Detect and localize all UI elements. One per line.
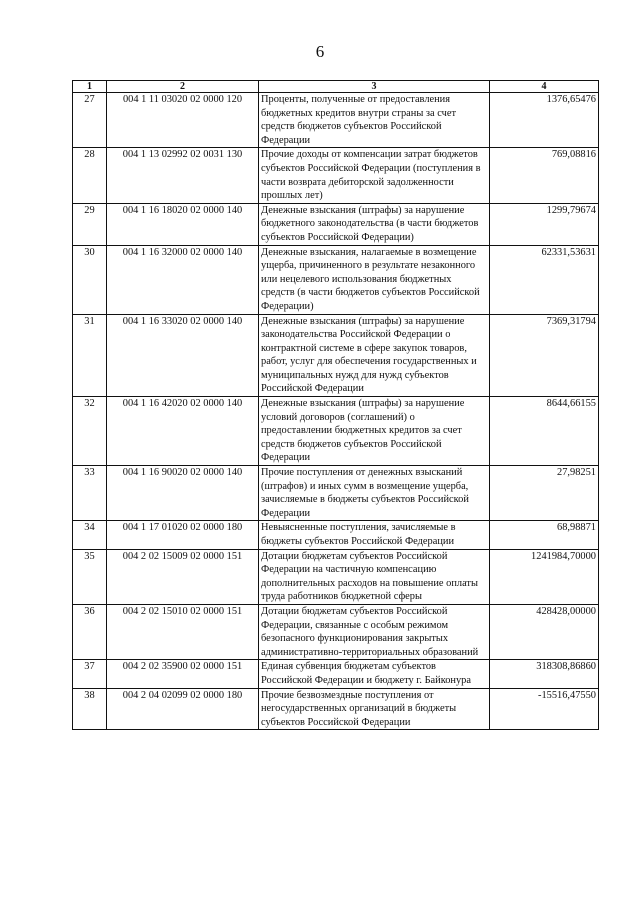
row-number: 37: [73, 660, 107, 688]
budget-code: 004 2 02 15010 02 0000 151: [107, 604, 259, 659]
row-number: 28: [73, 148, 107, 203]
amount: 8644,66155: [490, 397, 599, 466]
budget-code: 004 2 02 15009 02 0000 151: [107, 549, 259, 604]
table-header-row: [73, 81, 599, 93]
budget-code: 004 1 11 03020 02 0000 120: [107, 93, 259, 148]
amount: 62331,53631: [490, 245, 599, 314]
amount: 769,08816: [490, 148, 599, 203]
table-row: [73, 521, 599, 549]
header-col-4: 4: [490, 81, 599, 93]
revenue-description: Дотации бюджетам субъектов Российской Федерации на частичную компенсацию дополнительных расходов на повышение оплаты труда работников бюджетной сферы: [259, 549, 490, 604]
row-number: 38: [73, 688, 107, 730]
revenue-description: Проценты, полученные от предоставления бюджетных кредитов внутри страны за счет средств бюджетов субъектов Российской Федерации: [259, 93, 490, 148]
table-row: [73, 549, 599, 604]
revenue-description: Прочие поступления от денежных взысканий (штрафов) и иных сумм в возмещение ущерба, зачисляемые в бюджеты субъектов Российской Федерации: [259, 466, 490, 521]
amount: 428428,00000: [490, 604, 599, 659]
budget-code: 004 1 16 33020 02 0000 140: [107, 314, 259, 397]
budget-code: 004 1 16 90020 02 0000 140: [107, 466, 259, 521]
budget-code: 004 1 17 01020 02 0000 180: [107, 521, 259, 549]
revenue-description: Денежные взыскания (штрафы) за нарушение бюджетного законодательства (в части бюджетов субъектов Российской Федерации): [259, 203, 490, 245]
budget-code: 004 1 16 42020 02 0000 140: [107, 397, 259, 466]
row-number: 36: [73, 604, 107, 659]
revenue-description: Денежные взыскания (штрафы) за нарушение законодательства Российской Федерации о контрактной системе в сфере закупок товаров, работ, услуг для обеспечения государственных и муниципальных нужд для нужд субъектов Российской Федерации: [259, 314, 490, 397]
budget-code: 004 2 02 35900 02 0000 151: [107, 660, 259, 688]
header-col-3: 3: [259, 81, 490, 93]
amount: 7369,31794: [490, 314, 599, 397]
table-row: [73, 203, 599, 245]
amount: -15516,47550: [490, 688, 599, 730]
table-row: [73, 314, 599, 397]
page-number: 6: [315, 42, 325, 61]
budget-revenue-table: [72, 80, 599, 730]
revenue-description: Прочие безвозмездные поступления от негосударственных организаций в бюджеты субъектов Российской Федерации: [259, 688, 490, 730]
table-row: [73, 604, 599, 659]
table-row: [73, 660, 599, 688]
table-row: [73, 245, 599, 314]
row-number: 31: [73, 314, 107, 397]
table-body: [73, 93, 599, 730]
revenue-description: Прочие доходы от компенсации затрат бюджетов субъектов Российской Федерации (поступления в части возврата дебиторской задолженности прошлых лет): [259, 148, 490, 203]
amount: 1376,65476: [490, 93, 599, 148]
row-number: 32: [73, 397, 107, 466]
revenue-description: Денежные взыскания, налагаемые в возмещение ущерба, причиненного в результате незаконного или нецелевого использования бюджетных средств (в части бюджетов субъектов Российской Федерации): [259, 245, 490, 314]
budget-code: 004 2 04 02099 02 0000 180: [107, 688, 259, 730]
revenue-description: Единая субвенция бюджетам субъектов Российской Федерации и бюджету г. Байконура: [259, 660, 490, 688]
table-row: [73, 397, 599, 466]
header-col-1: 1: [73, 81, 107, 93]
table-row: [73, 466, 599, 521]
header-col-2: 2: [107, 81, 259, 93]
amount: 318308,86860: [490, 660, 599, 688]
budget-code: 004 1 13 02992 02 0031 130: [107, 148, 259, 203]
budget-code: 004 1 16 18020 02 0000 140: [107, 203, 259, 245]
row-number: 34: [73, 521, 107, 549]
table-row: [73, 688, 599, 730]
row-number: 33: [73, 466, 107, 521]
amount: 1299,79674: [490, 203, 599, 245]
amount: 68,98871: [490, 521, 599, 549]
row-number: 30: [73, 245, 107, 314]
budget-code: 004 1 16 32000 02 0000 140: [107, 245, 259, 314]
amount: 1241984,70000: [490, 549, 599, 604]
row-number: 29: [73, 203, 107, 245]
row-number: 27: [73, 93, 107, 148]
table-row: [73, 148, 599, 203]
revenue-description: Денежные взыскания (штрафы) за нарушение условий договоров (соглашений) о предоставлении бюджетных кредитов за счет средств бюджетов субъектов Российской Федерации: [259, 397, 490, 466]
row-number: 35: [73, 549, 107, 604]
revenue-description: Невыясненные поступления, зачисляемые в бюджеты субъектов Российской Федерации: [259, 521, 490, 549]
table-row: [73, 93, 599, 148]
revenue-description: Дотации бюджетам субъектов Российской Федерации, связанные с особым режимом безопасного функционирования закрытых административно-территориальных образований: [259, 604, 490, 659]
amount: 27,98251: [490, 466, 599, 521]
